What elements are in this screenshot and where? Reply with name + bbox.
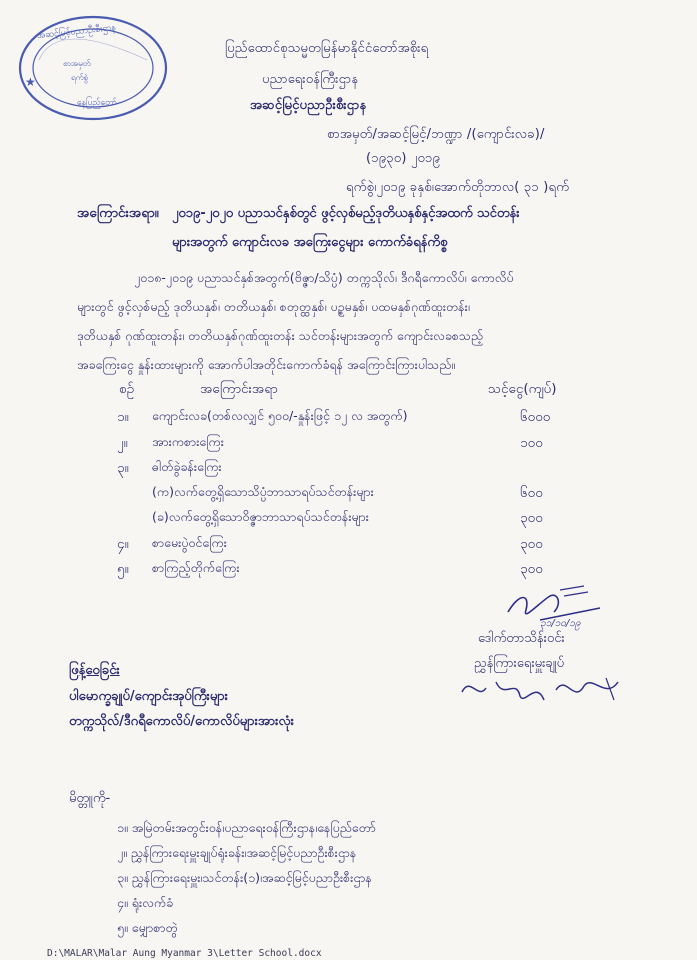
reference-number-cont: (၁၉၃၀) ၂၀၁၉	[366, 151, 441, 166]
row-amount: ၃၀၀	[520, 561, 543, 577]
signatory-title: ညွှန်ကြားရေးမှူးချုပ်	[474, 656, 565, 671]
row-item: အားကစားကြေး	[152, 434, 224, 449]
subject-line-1: ၂၀၁၉-၂၀၂၀ ပညာသင်နှစ်တွင် ဖွင့်လှစ်မည့်ဒုတိယနှစ်နှင့်အထက် သင်တန်း	[172, 206, 520, 221]
row-item: စာမေးပွဲဝင်ကြေး	[152, 535, 227, 550]
row-amount: ၆၀၀	[520, 485, 543, 501]
subject-label: အကြောင်းအရာ။	[77, 205, 159, 221]
seal-center-label: စာအမှတ်	[63, 59, 91, 68]
list-item: ၂။ ညွှန်ကြားရေးမှူးချုပ်ရုံးခန်း၊အဆင့်မြင့်ပညာဦးစီးဌာန	[117, 845, 357, 860]
copies-heading: မိတ္တူကို-	[69, 791, 111, 806]
signatory-name: ဒေါက်တာသိန်းဝင်း	[478, 631, 565, 646]
body-line-3: ဒုတိယနှစ် ဂုဏ်ထူးတန်း၊ တတိယနှစ်ဂုဏ်ထူးတန်း သင်တန်းများအတွက် ကျောင်းလခစသည့်	[77, 328, 484, 343]
body-line-2: များတွင် ဖွင့်လှစ်မည့် ဒုတိယနှစ်၊ တတိယနှစ်၊ စတုတ္ထနှစ်၊ ပဉ္စမနှစ်၊ ပထမနှစ်ဂုဏ်ထူးတန်း၊	[77, 299, 470, 314]
subject-line-2: များအတွက် ကျောင်းလခ အကြေးငွေများ ကောက်ခံရန်ကိစ္စ	[172, 235, 448, 250]
row-item: (ခ)လက်တွေ့ရှိသောဝိဇ္ဇာဘာသာရပ်သင်တန်းများ	[152, 509, 369, 524]
distribution-line-2: တက္ကသိုလ်/ဒီဂရီကောလိပ်/ကောလိပ်များအားလုံး	[69, 714, 294, 729]
row-number: ၅။	[117, 561, 129, 577]
list-item: ၁။ အမြဲတမ်းအတွင်းဝန်၊ပညာရေးဝန်ကြီးဌာန၊နေပြည်တော်	[117, 820, 376, 835]
list-item: ၅။ မျှောစာတွဲ	[117, 920, 178, 935]
col-header-no: စဉ်	[119, 381, 135, 397]
body-line-4: အခကြေးငွေ နှုန်းထားများကို အောက်ပါအတိုင်းကောက်ခံရန် အကြောင်းကြားပါသည်။	[77, 357, 456, 372]
distribution-line-1: ပါမောက္ခချုပ်/ကျောင်းအုပ်ကြီးများ	[69, 689, 228, 704]
signature-date: ၃၁/၁၀/၁၉	[540, 618, 581, 629]
header-government: ပြည်ထောင်စုသမ္မတမြန်မာနိုင်ငံတော်အစိုးရ	[225, 41, 429, 56]
svg-text:★: ★	[25, 75, 36, 89]
seal-center-date: ရက်စွဲ	[71, 73, 88, 82]
row-amount: ၆၀၀၀	[520, 409, 551, 425]
distribution-heading: ဖြန့်ဝေခြင်း	[69, 663, 120, 678]
col-header-subject: အကြောင်းအရာ	[200, 381, 278, 397]
header-ministry: ပညာရေးဝန်ကြီးဌာန	[262, 72, 359, 87]
row-item: ကျောင်းလခ(တစ်လလျှင် ၅၀၀/-နှုန်းဖြင့် ၁၂ လ အတွက်)	[152, 408, 408, 423]
row-number: ၁။	[117, 409, 129, 425]
official-seal	[17, 14, 169, 122]
document-file-path: D:\MALAR\Malar Aung Myanmar 3\Letter School.docx	[47, 948, 322, 959]
row-number: ၂။	[117, 435, 128, 451]
body-line-1: ၂၀၁၈-၂၀၁၉ ပညာသင်နှစ်အတွက်(ဗိဇ္ဇာ/သိပ္ပံ) တက္ကသိုလ်၊ ဒီဂရီကောလိပ်၊ ကောလိပ်	[134, 270, 514, 285]
list-item: ၄။ ရုံးလက်ခံ	[117, 895, 174, 910]
seal-ring-text: အဆင့်မြင့်ပညာဦးစီးဌာန	[36, 22, 117, 42]
seal-bottom-text: နေပြည်တော်	[77, 98, 117, 108]
letter-date: ရက်စွဲ၊၂၀၁၉ ခုနှစ်၊အောက်တိုဘာလ( ၃၁ )ရက်	[346, 180, 570, 195]
handwritten-signature	[456, 670, 626, 722]
row-amount: ၃၀၀	[520, 510, 543, 526]
row-item: (က)လက်တွေ့ရှိသောသိပ္ပံဘာသာရပ်သင်တန်းများ	[152, 484, 374, 499]
row-amount: ၁၀၀	[520, 435, 543, 451]
list-item: ၃။ ညွှန်ကြားရေးမှူး၊သင်တန်း(၁)၊အဆင့်မြင့်ပညာဦးစီးဌာန	[117, 870, 372, 885]
col-header-amount: သင့်ငွေ(ကျပ်)	[488, 381, 557, 397]
header-department: အဆင့်မြင့်ပညာဦးစီးဌာန	[250, 98, 367, 113]
row-amount: ၃၀၀	[520, 536, 543, 552]
row-number: ၃။	[117, 460, 129, 476]
row-number: ၄။	[117, 536, 129, 552]
row-item: စာကြည့်တိုက်ကြေး	[152, 560, 240, 575]
reference-number: စာအမှတ်/အဆင့်မြင့်/ဘဏ္ဍာ /(ကျောင်းလခ)/	[327, 127, 545, 142]
row-item: ဓါတ်ခွဲခန်းကြေး	[152, 459, 222, 474]
